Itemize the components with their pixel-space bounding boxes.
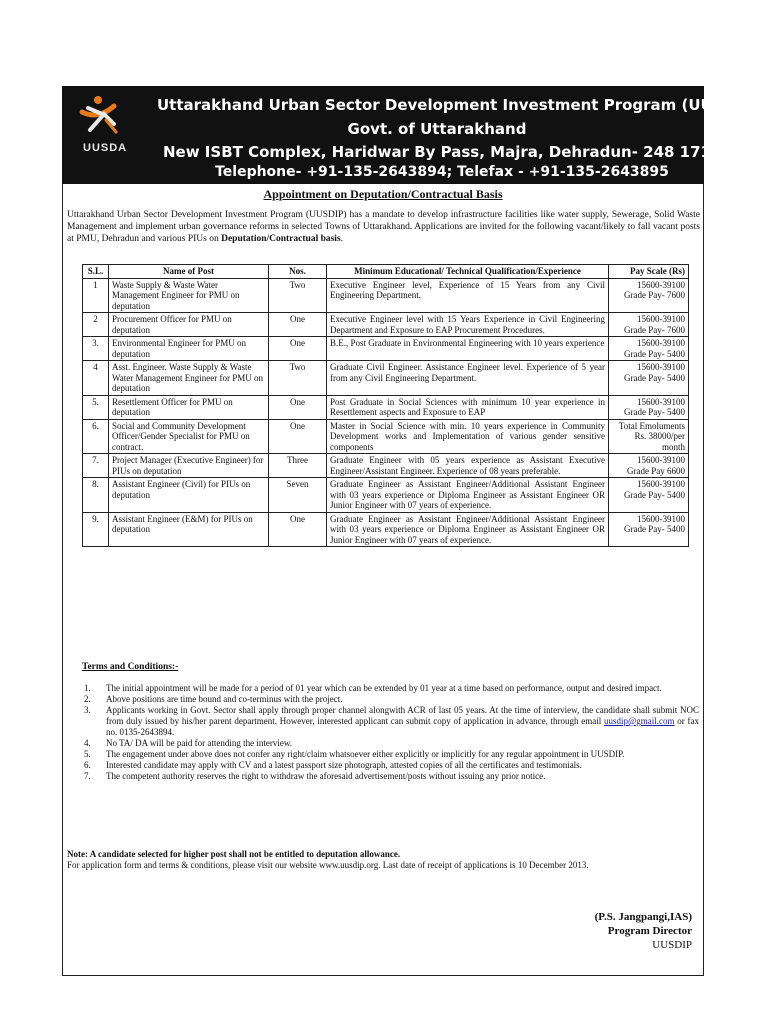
- cell-nos: One: [269, 395, 327, 419]
- cell-nos: One: [269, 337, 327, 361]
- grade-pay-line: Grade Pay- 7600: [624, 324, 685, 335]
- note-block: [67, 849, 700, 871]
- col-header-pay: Pay Scale (Rs): [609, 265, 689, 279]
- term-item: [84, 738, 699, 749]
- cell-qualification: B.E., Post Graduate in Environmental Engineering with 10 years experience: [327, 337, 609, 361]
- table-row: [83, 278, 689, 313]
- cell-nos: Two: [269, 361, 327, 396]
- application-info: For application form and terms & conditions, please visit our website www.uusdip.org. Last date of receipt of applications is 10 December 2013.: [67, 860, 589, 870]
- pay-scale-line: 15600-39100: [637, 279, 685, 290]
- col-header-qualification: Minimum Educational/ Technical Qualification/Experience: [327, 265, 609, 279]
- cell-qualification: Graduate Engineer with 05 years experience as Assistant Executive Engineer/Assistant Engineer. Experience of 08 years preferable.: [327, 454, 609, 478]
- grade-pay-line: Grade Pay- 5400: [624, 524, 685, 534]
- cell-qualification: Post Graduate in Social Sciences with minimum 10 year experience in Resettlement aspects and Exposure to EAP: [327, 395, 609, 419]
- intro-bold-text: Deputation/Contractual basis: [221, 234, 341, 244]
- term-item: [84, 694, 699, 705]
- term-item: [84, 683, 699, 694]
- cell-sl: 6.: [83, 419, 109, 454]
- terms-list: [84, 683, 699, 782]
- cell-pay-scale: [609, 512, 689, 547]
- table-row: [83, 454, 689, 478]
- cell-sl: 2: [83, 313, 109, 337]
- cell-post-name: Assistant Engineer (Civil) for PIUs on deputation: [109, 478, 269, 513]
- cell-post-name: Environmental Engineer for PMU on deputation: [109, 337, 269, 361]
- intro-end: .: [340, 234, 344, 244]
- pay-scale-line: Total Emoluments: [618, 420, 685, 431]
- grade-pay-line: Grade Pay 6600: [627, 465, 685, 476]
- cell-sl: 9.: [83, 512, 109, 547]
- cell-pay-scale: [609, 313, 689, 337]
- cell-nos: One: [269, 313, 327, 337]
- cell-post-name: Project Manager (Executive Engineer) for PIUs on deputation: [109, 454, 269, 478]
- term-text: No TA/ DA will be paid for attending the interview.: [106, 738, 292, 748]
- term-text: The competent authority reserves the right to withdraw the aforesaid advertisement/posts without issuing any prior notice.: [106, 771, 546, 781]
- cell-qualification: Graduate Civil Engineer. Assistance Engineer level. Experience of 5 year from any Civil Engineering Department.: [327, 361, 609, 396]
- cell-pay-scale: [609, 419, 689, 454]
- term-number: 3.: [84, 705, 91, 715]
- cell-sl: 5.: [83, 395, 109, 419]
- term-text: Applicants working in Govt. Sector shall apply through proper channel alongwith ACR of last 05 years. At the time of interview, the candidate shall submit NOC from duly issued by his/her parent department. However, interested applicant can submit copy of application in advance, through email: [106, 705, 699, 726]
- cell-qualification: Graduate Engineer as Assistant Engineer/Additional Assistant Engineer with 03 years experience or Diploma Engineer as Assistant Engineer OR Junior Engineer with 07 years of experience.: [327, 478, 609, 513]
- logo-figure-icon: [68, 90, 168, 146]
- term-number: 4.: [84, 738, 91, 748]
- col-header-post: Name of Post: [109, 265, 269, 279]
- pay-scale-line: 15600-39100: [637, 338, 685, 348]
- grade-pay-line: Grade Pay- 5400: [624, 372, 685, 383]
- table-row: [83, 361, 689, 396]
- contact-numbers: Telephone- +91-135-2643894; Telefax - +91-135-2643895: [215, 164, 669, 180]
- term-number: 2.: [84, 694, 91, 704]
- logo-text: UUSDA: [83, 142, 128, 154]
- cell-nos: Three: [269, 454, 327, 478]
- table-row: [83, 395, 689, 419]
- header-banner: [62, 86, 760, 184]
- term-item: [84, 771, 699, 782]
- cell-post-name: Social and Community Development Officer/Gender Specialist for PMU on contract.: [109, 419, 269, 454]
- cell-pay-scale: [609, 361, 689, 396]
- cell-post-name: Procurement Officer for PMU on deputation: [109, 313, 269, 337]
- grade-pay-line: Grade Pay- 7600: [624, 290, 685, 300]
- table-row: [83, 313, 689, 337]
- term-text: Interested candidate may apply with CV and a latest passport size photograph, attested copies of all the certificates and testimonials.: [106, 760, 582, 770]
- govt-name: Govt. of Uttarakhand: [347, 120, 527, 138]
- term-text: The initial appointment will be made for a period of 01 year which can be extended by 01 year at a time based on performance, output and desired impact.: [106, 683, 662, 693]
- signatory-name: (P.S. Jangpangi,IAS): [594, 911, 692, 923]
- term-number: 6.: [84, 760, 91, 770]
- table-row: [83, 419, 689, 454]
- cell-sl: 1: [83, 278, 109, 313]
- col-header-nos: Nos.: [269, 265, 327, 279]
- cell-post-name: Resettlement Officer for PMU on deputation: [109, 395, 269, 419]
- term-text: Above positions are time bound and co-terminus with the project.: [106, 694, 343, 704]
- deputation-note: Note: A candidate selected for higher post shall not be entitled to deputation allowance.: [67, 849, 401, 859]
- signatory-org: UUSDIP: [652, 939, 692, 951]
- grade-pay-line: Rs. 38000/per month: [634, 431, 685, 452]
- cell-post-name: Waste Supply & Waste Water Management Engineer for PMU on deputation: [109, 278, 269, 313]
- term-number: 7.: [84, 771, 91, 781]
- org-name: Uttarakhand Urban Sector Development Investment Program (UUSDIP): [157, 96, 760, 114]
- cell-nos: One: [269, 419, 327, 454]
- email-link[interactable]: uusdip@gmail.com: [604, 716, 675, 726]
- cell-sl: 7.: [83, 454, 109, 478]
- grade-pay-line: Grade Pay- 5400: [624, 348, 685, 359]
- cell-qualification: Executive Engineer level with 15 Years Experience in Civil Engineering Department and Exposure to EAP Procurement Procedures.: [327, 313, 609, 337]
- page-title: Appointment on Deputation/Contractual Basis: [263, 187, 503, 201]
- terms-heading: Terms and Conditions:-: [82, 662, 179, 672]
- cell-nos: One: [269, 512, 327, 547]
- grade-pay-line: Grade Pay- 5400: [624, 407, 685, 417]
- term-number: 5.: [84, 749, 91, 759]
- cell-pay-scale: [609, 337, 689, 361]
- posts-table: [82, 264, 689, 547]
- intro-paragraph: [67, 209, 700, 245]
- address: New ISBT Complex, Haridwar By Pass, Majra, Dehradun- 248 171: [163, 143, 711, 161]
- cell-post-name: Assistant Engineer (E&M) for PIUs on deputation: [109, 512, 269, 547]
- cell-sl: 3.: [83, 337, 109, 361]
- pay-scale-line: 15600-39100: [637, 455, 685, 465]
- cell-post-name: Asst. Engineer. Waste Supply & Waste Water Management Engineer for PMU on deputation: [109, 361, 269, 396]
- term-text: The engagement under above does not confer any right/claim whatsoever either explicitly or implicitly for any regular appointment in UUSDIP.: [106, 749, 625, 759]
- intro-text: Uttarakhand Urban Sector Development Investment Program (UUSDIP) has a mandate to develop infrastructure facilities like water supply, Sewerage, Solid Waste Management and implement urban governance reforms in selected Towns of Uttarakhand. Applications are invited for the following vacant/likely to fall vacant posts at PMU, Dehradun and various PIUs on: [67, 210, 700, 244]
- cell-pay-scale: [609, 478, 689, 513]
- cell-pay-scale: [609, 395, 689, 419]
- signatory-designation: Program Director: [607, 925, 692, 937]
- uusda-logo: [68, 90, 168, 180]
- term-number: 1.: [84, 683, 91, 693]
- pay-scale-line: 15600-39100: [637, 396, 685, 407]
- cell-nos: Two: [269, 278, 327, 313]
- cell-qualification: Master in Social Science with min. 10 years experience in Community Development works and Implementation of various gender sensitive components: [327, 419, 609, 454]
- term-item: [84, 749, 699, 760]
- table-row: [83, 478, 689, 513]
- grade-pay-line: Grade Pay- 5400: [624, 489, 685, 500]
- pay-scale-line: 15600-39100: [637, 314, 685, 324]
- pay-scale-line: 15600-39100: [637, 513, 685, 524]
- cell-qualification: Graduate Engineer as Assistant Engineer/Additional Assistant Engineer with 03 years experience or Diploma Engineer as Assistant Engineer OR Junior Engineer with 07 years of experience.: [327, 512, 609, 547]
- table-header-row: [83, 265, 689, 279]
- col-header-sl: S.L.: [83, 265, 109, 279]
- table-row: [83, 512, 689, 547]
- cell-sl: 4: [83, 361, 109, 396]
- term-item: [84, 705, 699, 738]
- cell-sl: 8.: [83, 478, 109, 513]
- term-item: [84, 760, 699, 771]
- cell-nos: Seven: [269, 478, 327, 513]
- table-row: [83, 337, 689, 361]
- cell-qualification: Executive Engineer level, Experience of 15 Years from any Civil Engineering Department.: [327, 278, 609, 313]
- term-text-after: or fax no. 0135-2643894.: [106, 716, 699, 737]
- cell-pay-scale: [609, 454, 689, 478]
- pay-scale-line: 15600-39100: [637, 362, 685, 372]
- signature-block: [595, 910, 692, 952]
- pay-scale-line: 15600-39100: [637, 479, 685, 489]
- cell-pay-scale: [609, 278, 689, 313]
